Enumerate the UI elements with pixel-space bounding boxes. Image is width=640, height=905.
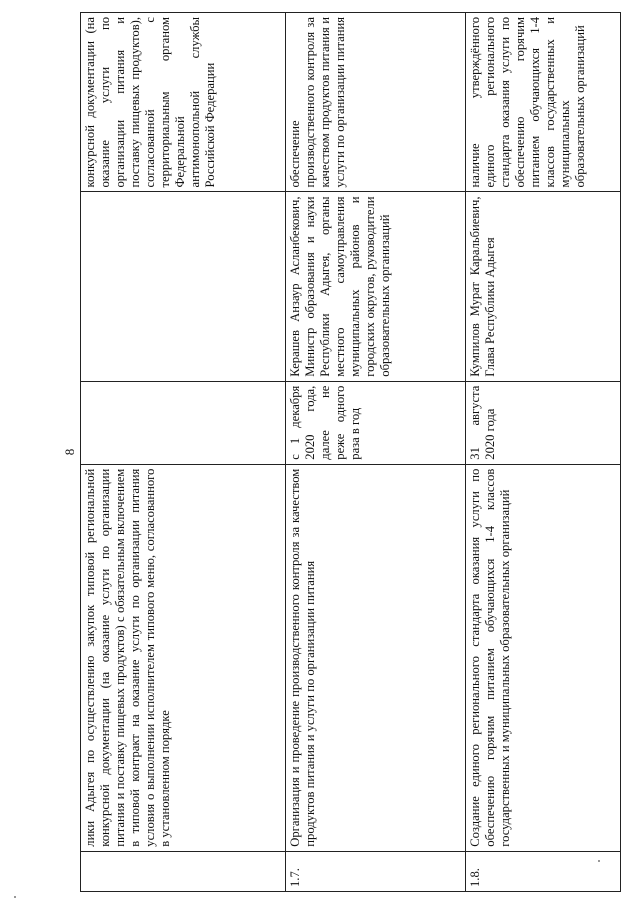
- table-row: [286, 13, 466, 892]
- deadline-cell: 31 августа 2020 года: [466, 381, 621, 464]
- row-number: 1.7.: [286, 851, 466, 891]
- event-cell: Создание единого регионального стандарта оказания услуги по обеспечению горячим питанием обучающихся 1-4 классов государственных и муниципальных образовательных организаций: [466, 464, 621, 851]
- row-number: [81, 851, 286, 891]
- result-cell: обеспечение производственного контроля за качеством продуктов питания и услуги по организации питания: [286, 13, 466, 192]
- rotated-page: [0, 2, 640, 902]
- scan-speck: [14, 896, 16, 898]
- action-plan-table: [80, 12, 621, 892]
- table-row: [466, 13, 621, 892]
- result-cell: конкурсной документации (на оказание услуги по организации питания и поставку пищевых продуктов), согласованной с территориальным органом Федеральной антимонопольной службы Российской Федерации: [81, 13, 286, 192]
- page-number: 8: [62, 448, 77, 456]
- event-cell: Организация и проведение производственного контроля за качеством продуктов питания и услуги по организации питания: [286, 464, 466, 851]
- responsible-cell: [81, 192, 286, 381]
- row-number: 1.8.: [466, 851, 621, 891]
- scan-speck: [598, 860, 600, 862]
- event-cell: лики Адыгея по осуществлению закупок типовой региональной конкурсной документации (на оказание услуги по организации питания и поставку пищевых продуктов) с обязательным включением в типовой контракт на оказание услуги по организации питания условия о выполнении исполнителем типового меню, согласованного в установленном порядке: [81, 464, 286, 851]
- result-cell: наличие утверждённого единого регионального стандарта оказания услуги по обеспечению горячим питанием обучающихся 1-4 классов государственных и муниципальных образовательных организаций: [466, 13, 621, 192]
- responsible-cell: Керашев Анзаур Асланбекович, Министр образования и науки Республики Адыгея, органы местного самоуправления муниципальных районов и городских округов, руководители образовательных организаций: [286, 192, 466, 381]
- responsible-cell: Кумпилов Мурат Каральбиевич, Глава Республики Адыгея: [466, 192, 621, 381]
- deadline-cell: [81, 381, 286, 464]
- deadline-cell: с 1 декабря 2020 года, далее не реже одного раза в год: [286, 381, 466, 464]
- table-row: [81, 13, 286, 892]
